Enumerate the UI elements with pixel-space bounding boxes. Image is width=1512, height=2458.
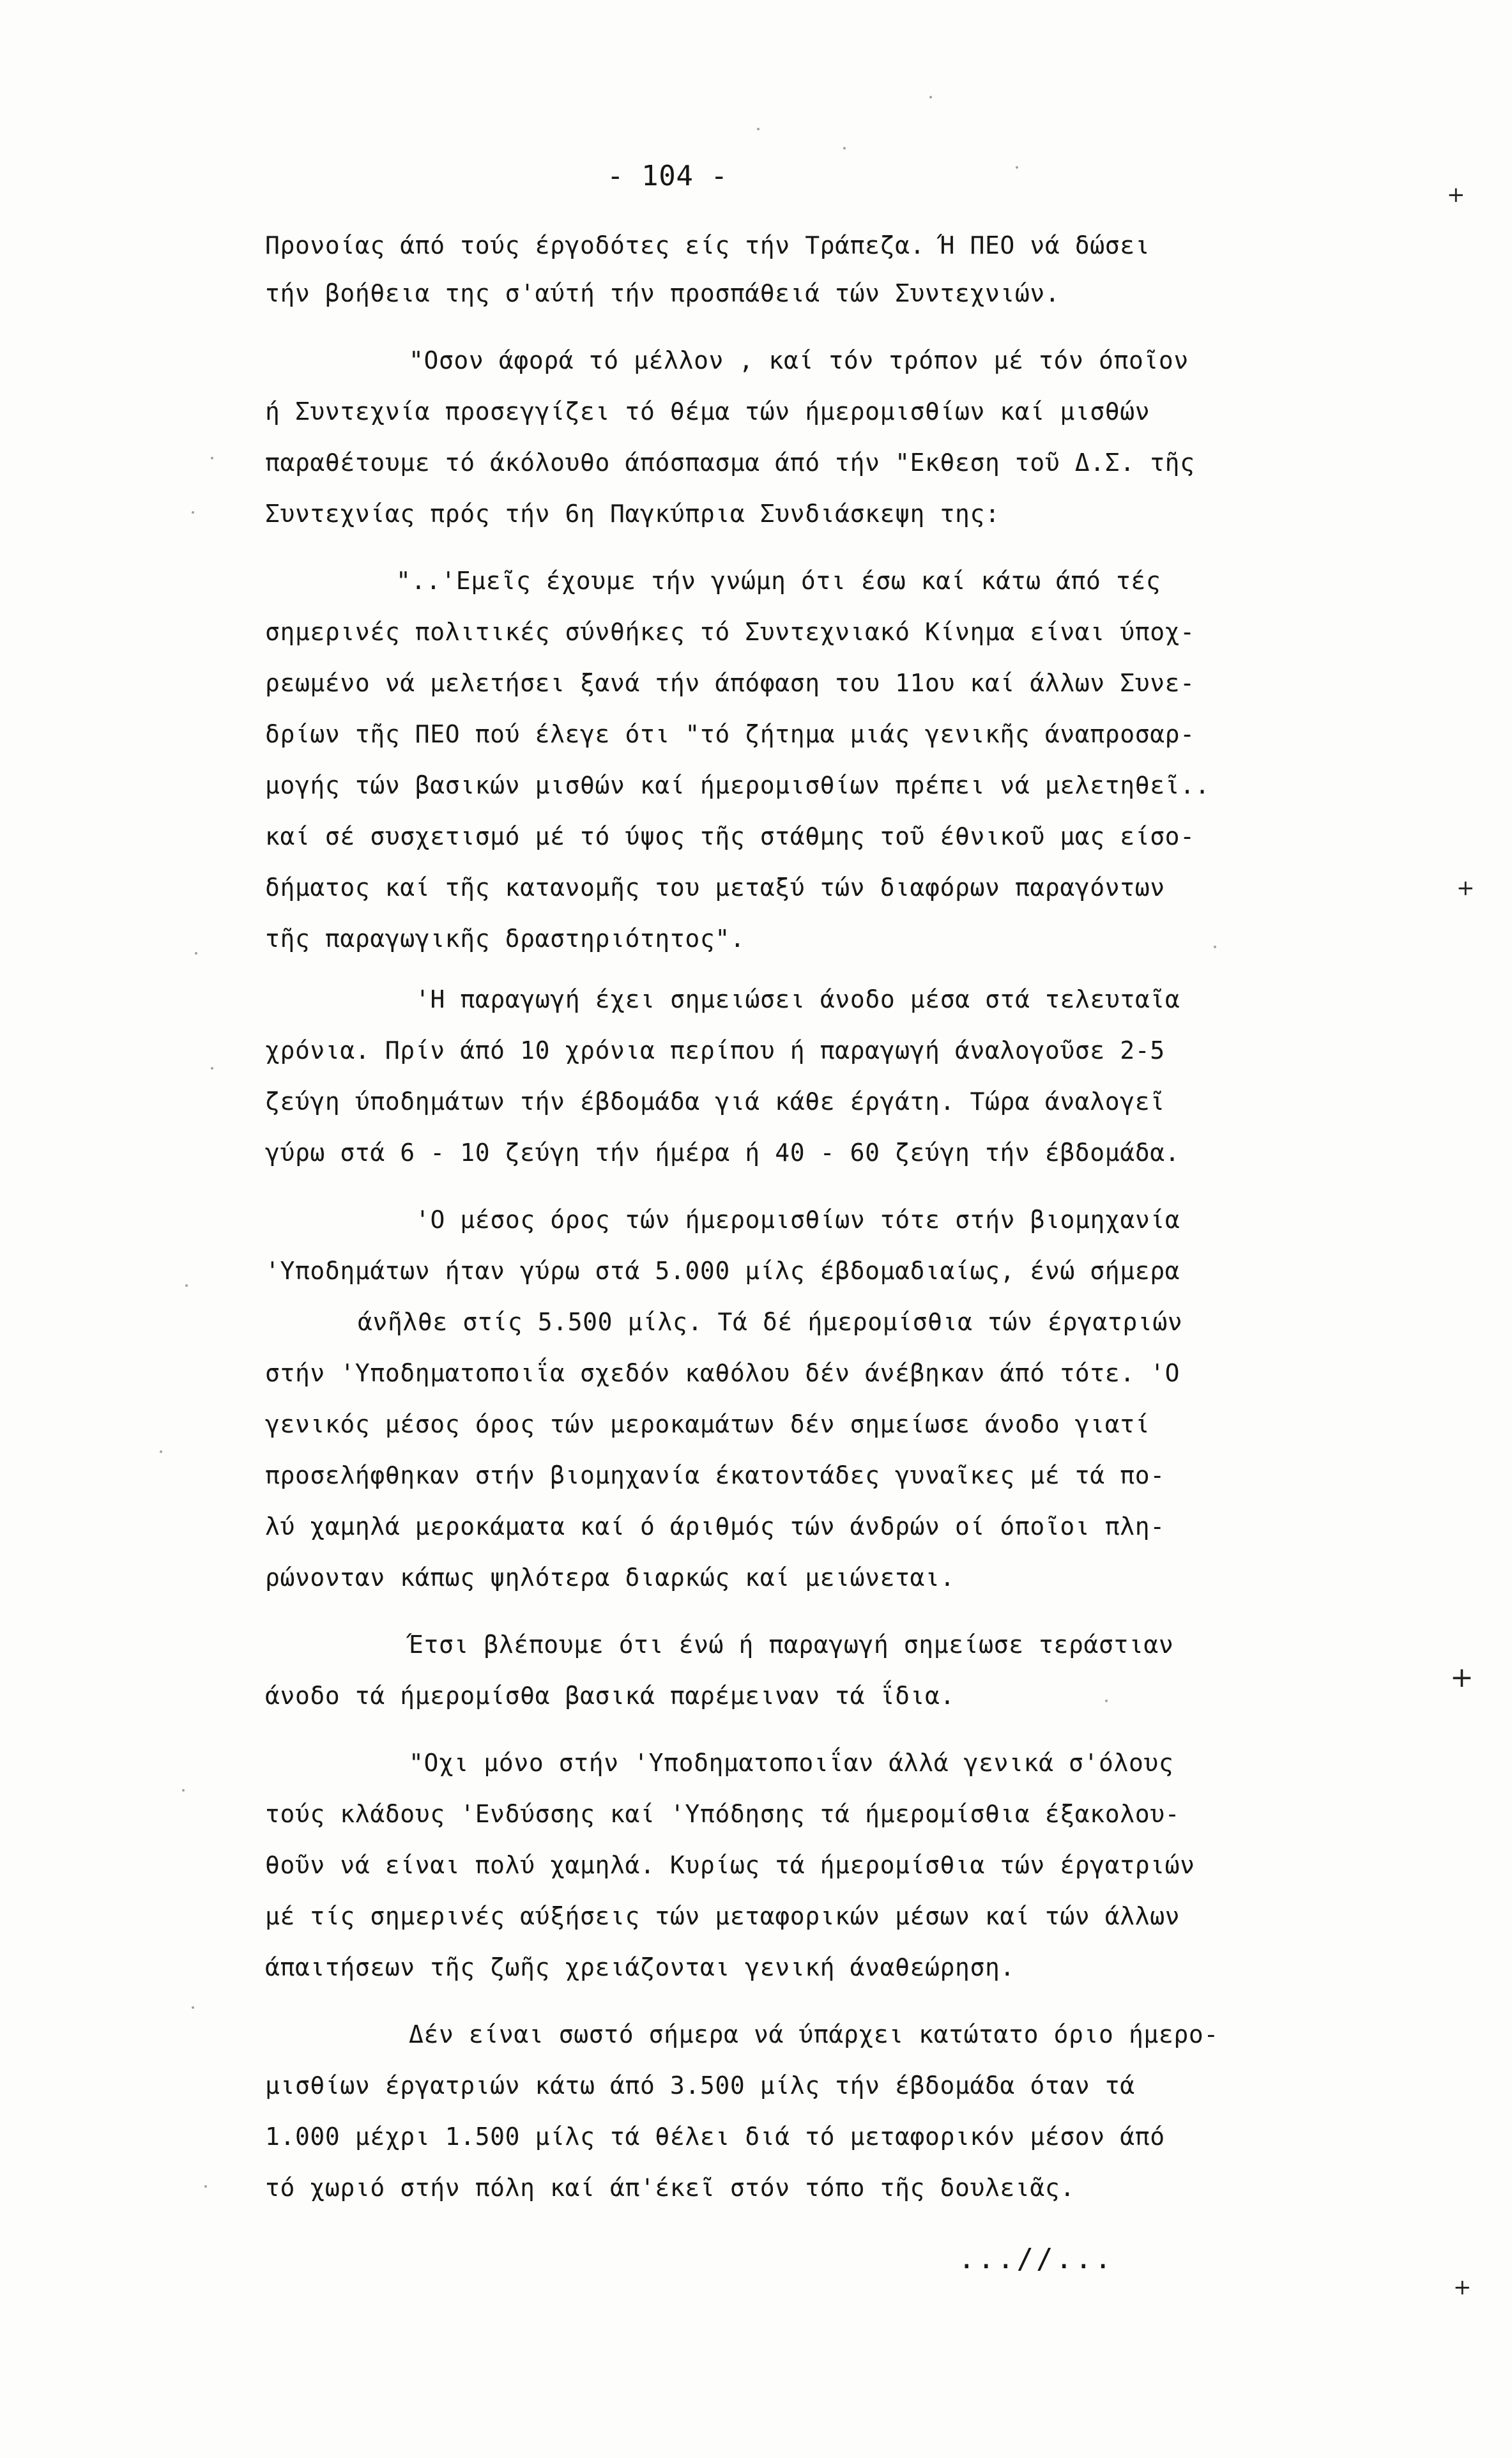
text-line: ρεωμένο νά μελετήσει ξανά τήν άπόφαση του 11ου καί άλλων Συνε- xyxy=(265,669,1195,697)
text-line: Έτσι βλέπουμε ότι ένώ ή παραγωγή σημείωσε τεράστιαν xyxy=(409,1631,1174,1659)
text-line: Δέν είναι σωστό σήμερα νά ύπάρχει κατώτατο όριο ήμερο- xyxy=(409,2020,1219,2048)
text-line: "Οχι μόνο στήν 'Υποδηματοποιΐαν άλλά γενικά σ'όλους xyxy=(409,1749,1174,1777)
text-line: στήν 'Υποδηματοποιΐα σχεδόν καθόλου δέν άνέβηκαν άπό τότε. 'Ο xyxy=(265,1359,1180,1387)
text-line: Προνοίας άπό τούς έργοδότες είς τήν Τράπεζα. Ή ΠΕΟ νά δώσει xyxy=(265,231,1150,259)
text-line: ζεύγη ύποδημάτων τήν έβδομάδα γιά κάθε έργάτη. Τώρα άναλογεῖ xyxy=(265,1087,1165,1116)
text-line: δρίων τῆς ΠΕΟ πού έλεγε ότι "τό ζήτημα μιάς γενικῆς άναπροσαρ- xyxy=(265,720,1195,748)
text-line: προσελήφθηκαν στήν βιομηχανία έκατοντάδες γυναῖκες μέ τά πο- xyxy=(265,1461,1165,1489)
scan-noise-dot xyxy=(929,96,932,98)
text-line: 1.000 μέχρι 1.500 μίλς τά θέλει διά τό μεταφορικόν μέσον άπό xyxy=(265,2123,1165,2151)
text-line: 'Η παραγωγή έχει σημειώσει άνοδο μέσα στά τελευταῖα xyxy=(415,985,1180,1013)
text-line: παραθέτουμε τό άκόλουθο άπόσπασμα άπό τήν "Εκθεση τοῦ Δ.Σ. τῆς xyxy=(265,449,1195,477)
text-line: τήν βοήθεια της σ'αύτή τήν προσπάθειά τών Συντεχνιών. xyxy=(265,279,1060,307)
text-line: γενικός μέσος όρος τών μεροκαμάτων δέν σημείωσε άνοδο γιατί xyxy=(265,1410,1150,1438)
page-number: - 104 - xyxy=(607,160,728,192)
scan-noise-dot xyxy=(1016,166,1018,169)
text-line: γύρω στά 6 - 10 ζεύγη τήν ήμέρα ή 40 - 60 ζεύγη τήν έβδομάδα. xyxy=(265,1139,1180,1167)
text-line: άνῆλθε στίς 5.500 μίλς. Τά δέ ήμερομίσθια τών έργατριών xyxy=(358,1308,1183,1336)
text-line: τό χωριό στήν πόλη καί άπ'έκεῖ στόν τόπο τῆς δουλειᾶς. xyxy=(265,2174,1075,2202)
text-line: δήματος καί τῆς κατανομῆς του μεταξύ τών διαφόρων παραγόντων xyxy=(265,873,1165,902)
text-line: τῆς παραγωγικῆς δραστηριότητος". xyxy=(265,925,745,953)
text-line: λύ χαμηλά μεροκάματα καί ό άριθμός τών άνδρών οί όποῖοι πλη- xyxy=(265,1512,1165,1540)
text-line: "..'Εμεῖς έχουμε τήν γνώμη ότι έσω καί κάτω άπό τές xyxy=(396,567,1161,595)
text-line: άνοδο τά ήμερομίσθα βασικά παρέμειναν τά ΐδια. xyxy=(265,1682,955,1710)
text-line: μέ τίς σημερινές αύξήσεις τών μεταφορικών μέσων καί τών άλλων xyxy=(265,1902,1180,1930)
scan-noise-dot xyxy=(182,1789,185,1792)
text-line: ή Συντεχνία προσεγγίζει τό θέμα τών ήμερομισθίων καί μισθών xyxy=(265,397,1150,426)
scan-noise-dot xyxy=(1214,946,1216,948)
scan-noise-dot xyxy=(195,952,197,955)
scan-noise-dot xyxy=(211,1067,213,1070)
text-line: μογής τών βασικών μισθών καί ήμερομισθίων πρέπει νά μελετηθεῖ.. xyxy=(265,771,1210,799)
text-line: ρώνονταν κάπως ψηλότερα διαρκώς καί μειώνεται. xyxy=(265,1563,955,1592)
text-line: 'Υποδημάτων ήταν γύρω στά 5.000 μίλς έβδομαδιαίως, ένώ σήμερα xyxy=(265,1257,1180,1285)
registration-mark-icon: + xyxy=(1447,182,1466,208)
text-line: σημερινές πολιτικές σύνθήκες τό Συντεχνιακό Κίνημα είναι ύποχ- xyxy=(265,618,1195,646)
scan-noise-dot xyxy=(185,1284,188,1287)
scan-noise-dot xyxy=(160,1450,162,1453)
text-line: καί σέ συσχετισμό μέ τό ύψος τῆς στάθμης τοῦ έθνικοῦ μας είσο- xyxy=(265,822,1195,850)
text-line: 'Ο μέσος όρος τών ήμερομισθίων τότε στήν βιομηχανία xyxy=(415,1206,1180,1234)
registration-mark-icon: + xyxy=(1450,1661,1474,1694)
text-line: "Οσον άφορά τό μέλλον , καί τόν τρόπον μέ τόν όποῖον xyxy=(409,346,1189,374)
text-line: θοῦν νά είναι πολύ χαμηλά. Κυρίως τά ήμερομίσθια τών έργατριών xyxy=(265,1851,1195,1879)
text-line: μισθίων έργατριών κάτω άπό 3.500 μίλς τήν έβδομάδα όταν τά xyxy=(265,2071,1135,2100)
continuation-mark: ...//... xyxy=(958,2243,1114,2275)
scan-noise-dot xyxy=(192,511,194,514)
text-line: Συντεχνίας πρός τήν 6η Παγκύπρια Συνδιάσκεψη της: xyxy=(265,500,1000,528)
text-line: χρόνια. Πρίν άπό 10 χρόνια περίπου ή παραγωγή άναλογοῦσε 2-5 xyxy=(265,1036,1165,1064)
text-line: τούς κλάδους 'Ενδύσσης καί 'Υπόδησης τά ήμερομίσθια έξακολου- xyxy=(265,1800,1180,1828)
scan-noise-dot xyxy=(757,128,760,130)
registration-mark-icon: + xyxy=(1453,2275,1472,2300)
scan-noise-dot xyxy=(204,2185,207,2188)
scan-noise-dot xyxy=(843,147,846,150)
text-line: άπαιτήσεων τῆς ζωῆς χρειάζονται γενική άναθεώρηση. xyxy=(265,1953,1015,1981)
scan-noise-dot xyxy=(211,457,213,459)
registration-mark-icon: + xyxy=(1456,875,1476,901)
scan-noise-dot xyxy=(1105,1700,1108,1702)
scan-noise-dot xyxy=(192,2006,194,2009)
